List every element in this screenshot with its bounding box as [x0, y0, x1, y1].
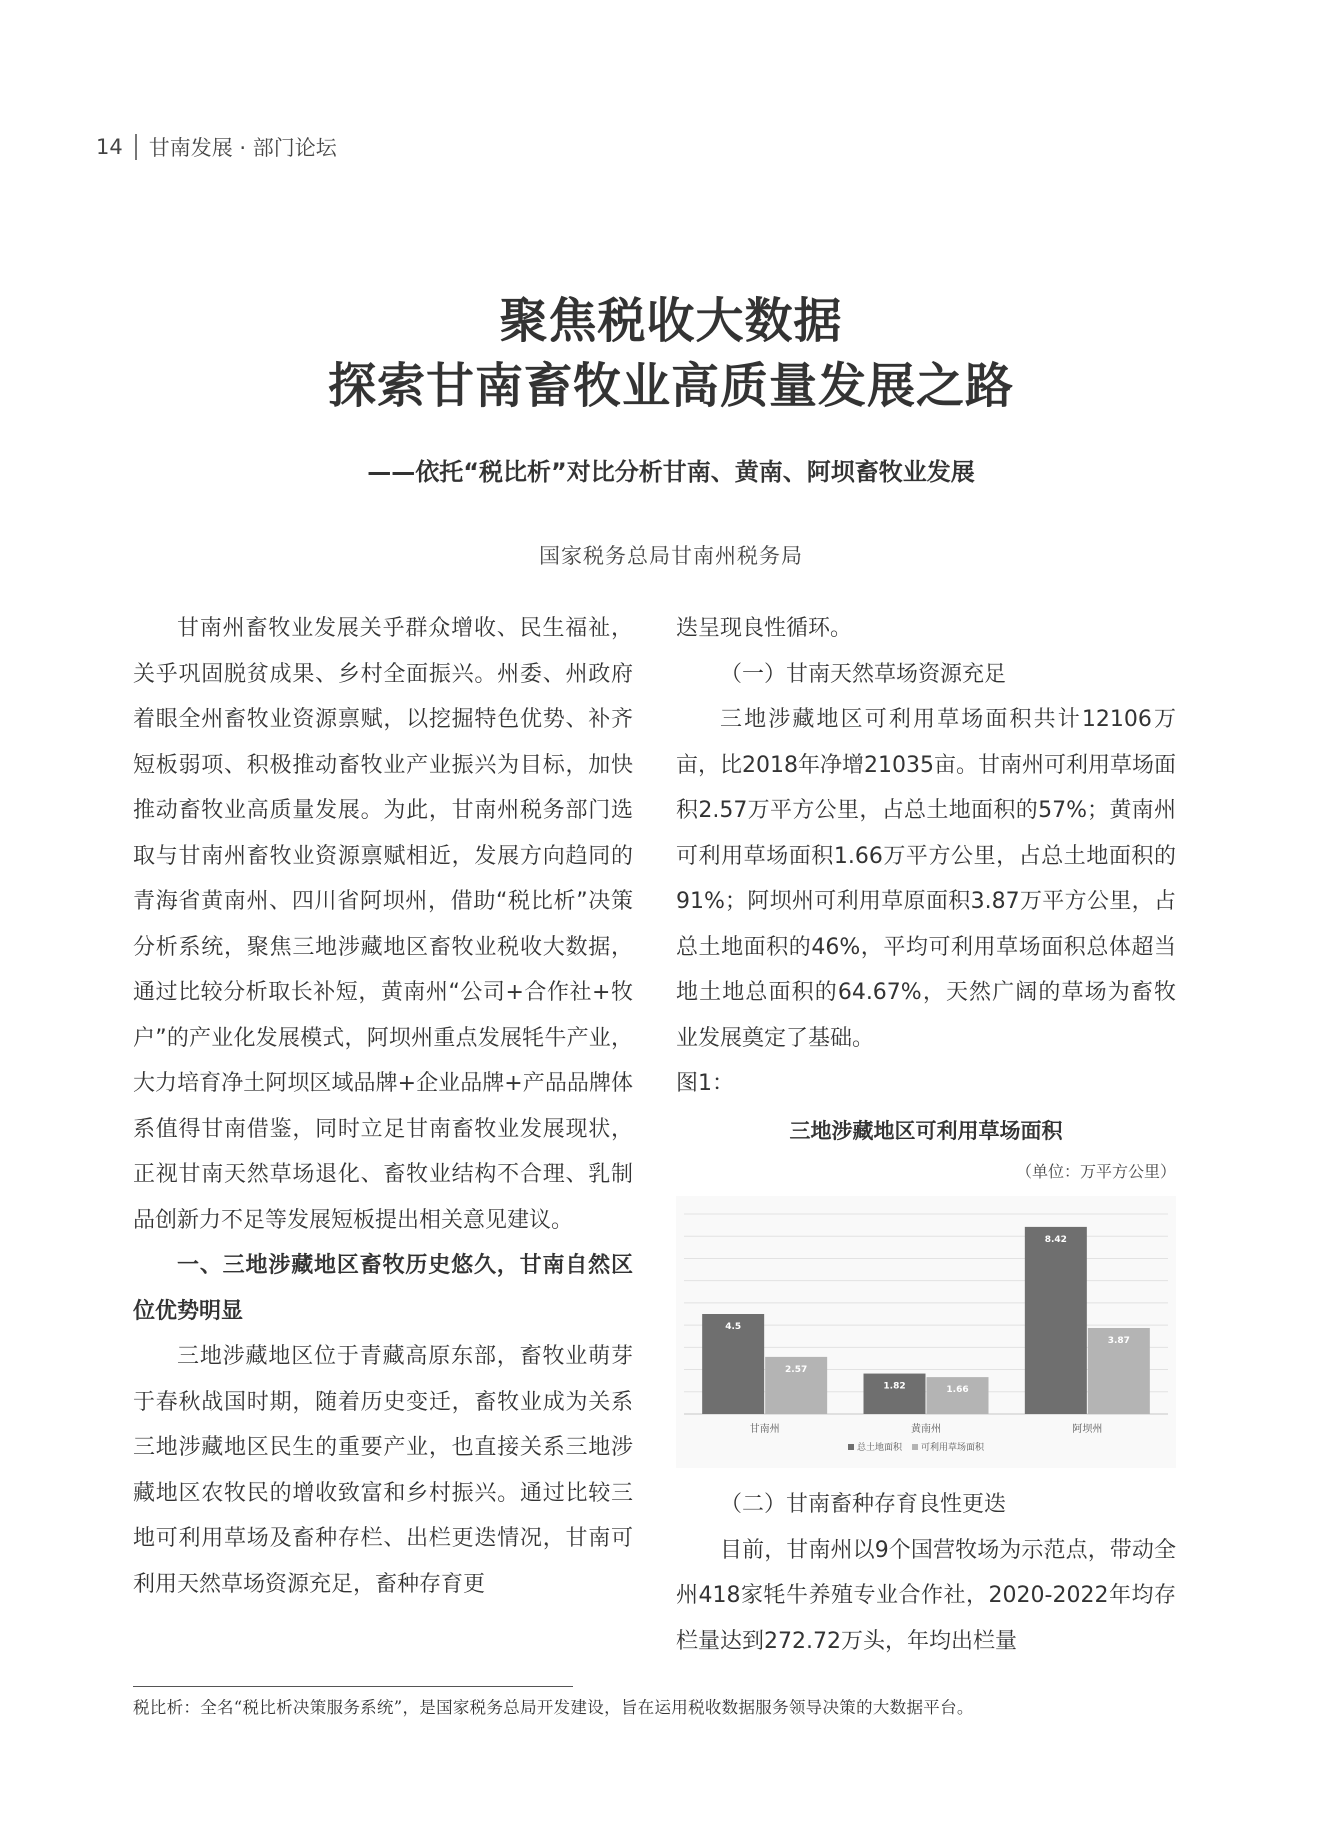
data-label: 8.42 [1044, 1234, 1067, 1245]
legend-label: 可利用草场面积 [921, 1443, 985, 1453]
category-label: 黄南州 [911, 1424, 941, 1435]
figure-label: 图1： [676, 1071, 734, 1096]
category-label: 阿坝州 [1072, 1424, 1103, 1435]
section-name: 甘南发展 · 部门论坛 [148, 136, 337, 160]
title-line-2: 探索甘南畜牧业高质量发展之路 [327, 358, 1014, 414]
section-heading: 一、三地涉藏地区畜牧历史悠久，甘南自然区位优势明显 [133, 1253, 633, 1324]
right-column [676, 606, 1176, 1664]
bar-chart [676, 1196, 1176, 1468]
data-label: 1.82 [883, 1381, 906, 1392]
chart-title: 三地涉藏地区可利用草场面积 [789, 1118, 1063, 1143]
title-line-1: 聚焦税收大数据 [499, 293, 843, 349]
subtitle: ——依托“税比析”对比分析甘南、黄南、阿坝畜牧业发展 [367, 458, 975, 486]
data-label: 1.66 [946, 1385, 969, 1396]
footnote-rule [133, 1686, 573, 1687]
author: 国家税务总局甘南州税务局 [539, 544, 803, 568]
paragraph: 三地涉藏地区可利用草场面积共计12106万亩，比2018年净增21035亩。甘南州可利用草场面积2.57万平方公里，占总土地面积的57%；黄南州可利用草场面积1.66万平方公里，占总土地面积的91%；阿坝州可利用草原面积3.87万平方公里，占总土地面积的46%，平均可利用草场面积总体超当地土地总面积的64.67%，天然广阔的草场为畜牧业发展奠定了基础。 [676, 707, 1176, 1051]
left-column [133, 606, 633, 1607]
data-label: 3.87 [1107, 1336, 1130, 1346]
bar [927, 1377, 989, 1414]
bar [864, 1374, 926, 1414]
legend-swatch [912, 1444, 918, 1450]
divider [135, 134, 137, 160]
data-label: 4.5 [725, 1322, 742, 1332]
footnote: 税比析：全名“税比析决策服务系统”，是国家税务总局开发建设，旨在运用税收数据服务领导决策的大数据平台。 [133, 1698, 974, 1717]
subsection-heading: （二）甘南畜种存育良性更迭 [720, 1492, 1007, 1517]
legend-label: 总土地面积 [857, 1443, 903, 1453]
paragraph: 迭呈现良性循环。 [676, 616, 853, 641]
paragraph: 甘南州畜牧业发展关乎群众增收、民生福祉，关乎巩固脱贫成果、乡村全面振兴。州委、州政府着眼全州畜牧业资源禀赋，以挖掘特色优势、补齐短板弱项、积极推动畜牧业产业振兴为目标，加快推动畜牧业高质量发展。为此，甘南州税务部门选取与甘南州畜牧业资源禀赋相近，发展方向趋同的青海省黄南州、四川省阿坝州，借助“税比析”决策分析系统，聚焦三地涉藏地区畜牧业税收大数据，通过比较分析取长补短，黄南州“公司+合作社+牧户”的产业化发展模式，阿坝州重点发展牦牛产业，大力培育净土阿坝区域品牌+企业品牌+产品品牌体系值得甘南借鉴，同时立足甘南畜牧业发展现状，正视甘南天然草场退化、畜牧业结构不合理、乳制品创新力不足等发展短板提出相关意见建议。 [133, 616, 633, 1233]
bar [1025, 1227, 1087, 1414]
category-label: 甘南州 [749, 1424, 780, 1435]
data-label: 2.57 [785, 1364, 808, 1375]
legend-swatch [848, 1444, 854, 1450]
paragraph: 目前，甘南州以9个国营牧场为示范点，带动全州418家牦牛养殖专业合作社，2020-2022年均存栏量达到272.72万头，年均出栏量 [676, 1537, 1176, 1654]
subsection-heading: （一）甘南天然草场资源充足 [720, 661, 1007, 687]
paragraph: 三地涉藏地区位于青藏高原东部，畜牧业萌芽于春秋战国时期，随着历史变迁，畜牧业成为关系三地涉藏地区民生的重要产业，也直接关系三地涉藏地区农牧民的增收致富和乡村振兴。通过比较三地可利用草场及畜种存栏、出栏更迭情况，甘南可利用天然草场资源充足，畜种存育更 [133, 1344, 633, 1597]
chart-svg [676, 1196, 1176, 1468]
page-number: 14 [96, 135, 123, 159]
chart-unit: （单位：万平方公里） [1015, 1162, 1176, 1181]
running-head [96, 132, 337, 162]
